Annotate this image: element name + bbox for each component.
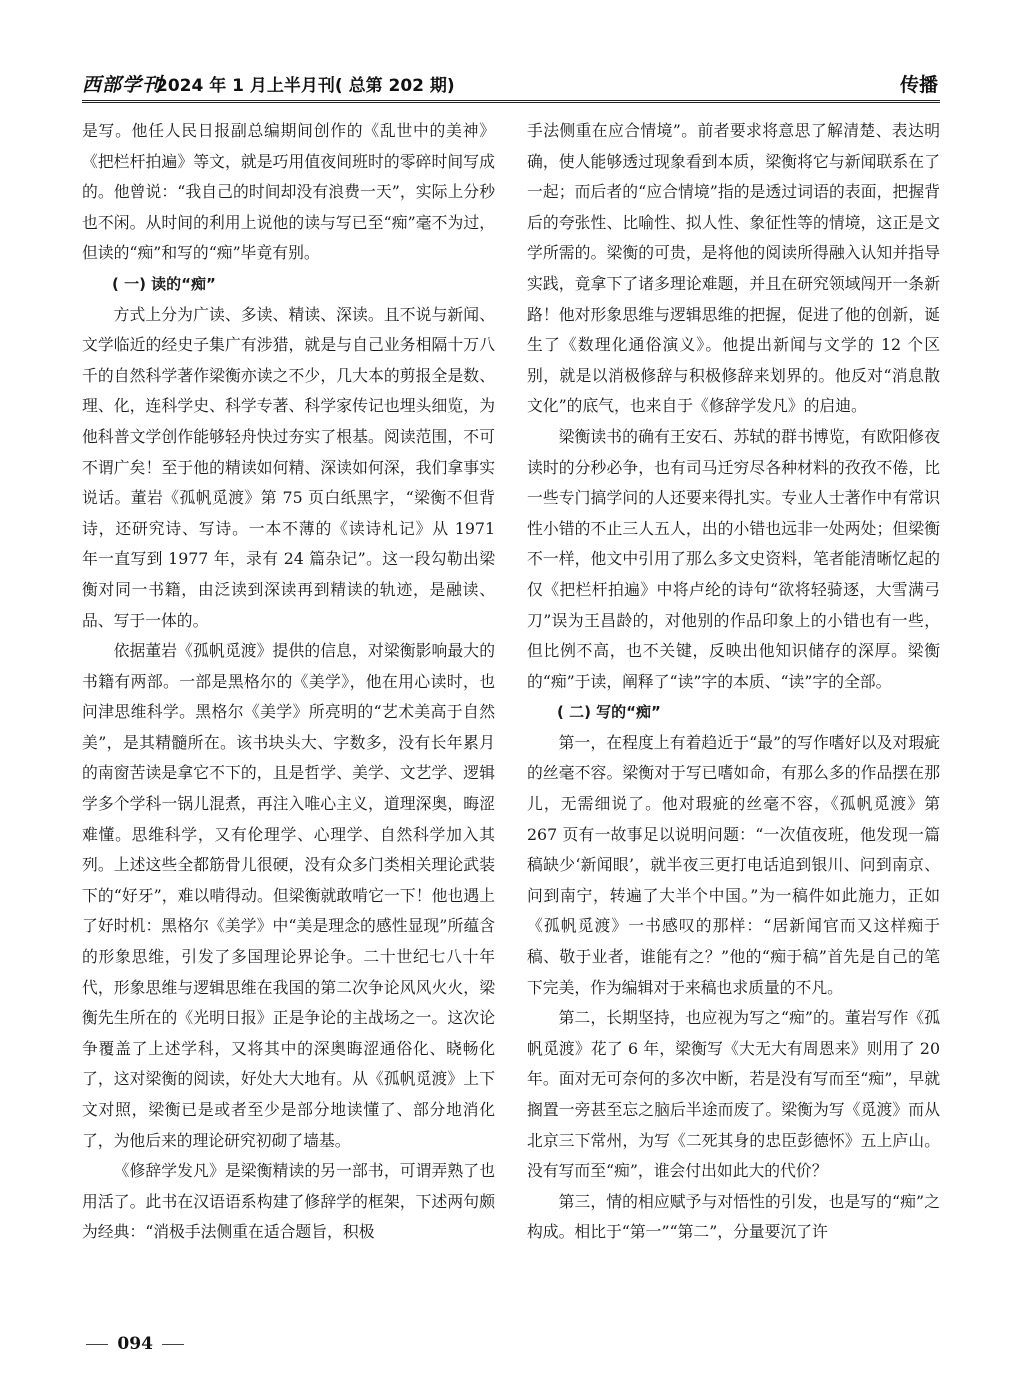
paragraph: 手法侧重在应合情境”。前者要求将意思了解清楚、表达明确，使人能够透过现象看到本质，梁衡将它与新闻联系在了一起；而后者的“应合情境”指的是透过词语的表面，把握背后的夸张性、比喻性、拟人性、象征性等的情境，这正是文学所需的。梁衡的可贵，是将他的阅读所得融入认知并指导实践，竟拿下了诸多理论难题，并且在研究领域闯开一条新路！他对形象思维与逻辑思维的把握，促进了他的创新，诞生了《数理化通俗演义》。他提出新闻与文学的 12 个区别，就是以消极修辞与积极修辞来划界的。他反对“消息散文化”的底气，也来自于《修辞学发凡》的启迪。 <box>527 121 940 416</box>
page-header <box>82 64 940 103</box>
page-number: 094 <box>117 1334 153 1354</box>
right-column <box>527 116 940 1248</box>
left-column <box>82 116 495 1248</box>
footer-dash-right <box>162 1344 184 1345</box>
paragraph: 第三，情的相应赋予与对悟性的引发，也是写的“痴”之构成。相比于“第一”“第二”，分量要沉了许 <box>527 1191 940 1242</box>
footer-dash-left <box>86 1344 108 1345</box>
section-title: 传播 <box>899 74 938 96</box>
paragraph: 依据董岩《孤帆觅渡》提供的信息，对梁衡影响最大的书籍有两部。一部是黑格尔的《美学》，他在用心读时，也问津思维科学。黑格尔《美学》所亮明的“艺术美高于自然美”，是其精髓所在。该书块头大、字数多，没有长年累月的南窗苦读是拿它不下的，且是哲学、美学、文艺学、逻辑学多个学科一锅儿混煮，再注入唯心主义，道理深奥，晦涩难懂。思维科学，又有伦理学、心理学、自然科学加入其列。上述这些全都筋骨儿很硬，没有众多门类相关理论武装下的“好牙”，难以啃得动。但梁衡就敢啃它一下！他也遇上了好时机：黑格尔《美学》中“美是理念的感性显现”所蕴含的形象思维，引发了多国理论界论争。二十世纪七八十年代，形象思维与逻辑思维在我国的第二次争论风风火火，梁衡先生所在的《光明日报》正是争论的主战场之一。这次论争覆盖了上述学科，又将其中的深奥晦涩通俗化、晓畅化了，这对梁衡的阅读，好处大大地有。从《孤帆觅渡》上下文对照，梁衡已是或者至少是部分地读懂了、部分地消化了，为他后来的理论研究初砌了墙基。 <box>82 641 495 1150</box>
journal-logo: 西部学刊 <box>82 74 163 96</box>
page-footer <box>82 1334 188 1354</box>
paragraph: 是写。他任人民日报副总编期间创作的《乱世中的美神》《把栏杆拍遍》等文，就是巧用值夜间班时的零碎时间写成的。他曾说：“我自己的时间却没有浪费一天”，实际上分秒也不闲。从时间的利用上说他的读与写已至“痴”毫不为过，但读的“痴”和写的“痴”毕竟有别。 <box>82 121 495 263</box>
paragraph: 第二，长期坚持，也应视为写之“痴”的。董岩写作《孤帆觅渡》花了 6 年，梁衡写《大无大有周恩来》则用了 20 年。面对无可奈何的多次中断，若是没有写而至“痴”，早就搁置一旁甚至忘之脑后半途而废了。梁衡为写《觅渡》而从北京三下常州，为写《二死其身的忠臣彭德怀》五上庐山。没有写而至“痴”，谁会付出如此大的代价？ <box>527 1008 940 1181</box>
subheading-reading: ( 一) 读的“痴” <box>112 274 216 293</box>
paragraph: 第一，在程度上有着趋近于“最”的写作嗜好以及对瑕疵的丝毫不容。梁衡对于写已嗜如命，有那么多的作品摆在那儿，无需细说了。他对瑕疵的丝毫不容，《孤帆觅渡》第 267 页有一故事足以说明问题：“一次值夜班，他发现一篇稿缺少‘新闻眼’，就半夜三更打电话追到银川、问到南京、问到南宁，转遍了大半个中国。”为一稿件如此施力，正如《孤帆觅渡》一书感叹的那样：“居新闻官而又这样痴于稿、敬于业者，谁能有之？”他的“痴于稿”首先是自己的笔下完美，作为编辑对于来稿也求质量的不凡。 <box>527 732 940 997</box>
paragraph: 《修辞学发凡》是梁衡精读的另一部书，可谓弄熟了也用活了。此书在汉语语系构建了修辞学的框架，下述两句颇为经典：“消极手法侧重在适合题旨，积极 <box>82 1161 495 1242</box>
paragraph: 方式上分为广读、多读、精读、深读。且不说与新闻、文学临近的经史子集广有涉猎，就是与自己业务相隔十万八千的自然科学著作梁衡亦读之不少，几大本的剪报全是数、理、化，连科学史、科学专著、科学家传记也埋头细览，为他科普文学创作能够轻舟快过夯实了根基。阅读范围，不可不谓广矣！至于他的精读如何精、深读如何深，我们拿事实说话。董岩《孤帆觅渡》第 75 页白纸黑字，“梁衡不但背诗，还研究诗、写诗。一本不薄的《读诗札记》从 1971 年一直写到 1977 年，录有 24 篇杂记”。这一段勾勒出梁衡对同一书籍，由泛读到深读再到精读的轨迹，是融读、品、写于一体的。 <box>82 304 495 630</box>
paragraph: 梁衡读书的确有王安石、苏轼的群书博览，有欧阳修夜读时的分秒必争，也有司马迁穷尽各种材料的孜孜不倦，比一些专门搞学问的人还要来得扎实。专业人士著作中有常识性小错的不止三人五人，出的小错也远非一处两处；但梁衡不一样，他文中引用了那么多文史资料，笔者能清晰忆起的仅《把栏杆拍遍》中将卢纶的诗句“欲将轻骑逐，大雪满弓刀”误为王昌龄的，对他别的作品印象上的小错也有一些，但比例不高，也不关键，反映出他知识储存的深厚。梁衡的“痴”于读，阐释了“读”字的本质、“读”字的全部。 <box>527 426 940 691</box>
issue-info: 2024 年 1 月上半月刊( 总第 202 期) <box>156 76 455 96</box>
subheading-writing: ( 二) 写的“痴” <box>557 703 661 722</box>
